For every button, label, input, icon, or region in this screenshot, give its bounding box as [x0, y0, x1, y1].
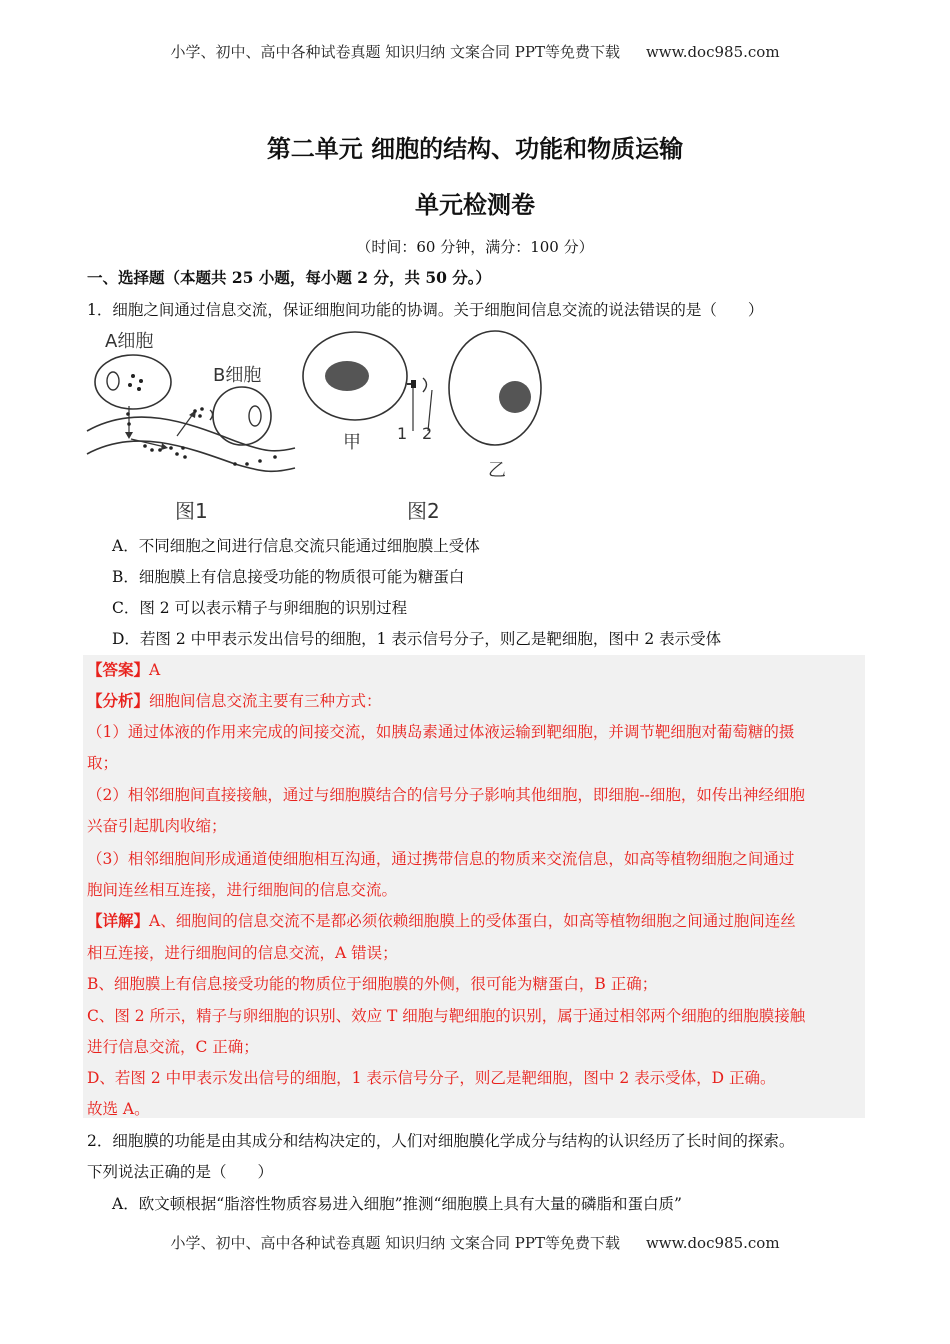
q1-option-d: D．若图 2 中甲表示发出信号的细胞，1 表示信号分子，则乙是靶细胞，图中 2 表示受体 [112, 630, 722, 648]
detail-tag: 【详解】 [87, 911, 150, 930]
doc-title: 第二单元 细胞的结构、功能和物质运输 [266, 134, 684, 163]
page-header-top [0, 41, 950, 62]
detail-point: C、图 2 所示，精子与卵细胞的识别、效应 T 细胞与靶细胞的识别，属于通过相邻两个细胞的细胞膜接触 [87, 1007, 806, 1025]
detail-conclusion: 故选 A。 [87, 1100, 150, 1118]
analysis-line [87, 689, 867, 711]
header-text: 小学、初中、高中各种试卷真题 知识归纳 文案合同 PPT等免费下载 [170, 43, 620, 61]
fig1-vessel-lower [87, 441, 295, 471]
doc-subtitle: 单元检测卷 [415, 190, 535, 219]
detail-point: D、若图 2 中甲表示发出信号的细胞，1 表示信号分子，则乙是靶细胞，图中 2 表示受体，D 正确。 [87, 1069, 776, 1087]
answer-tag: 【答案】 [87, 660, 150, 679]
fig1-cell-b-label: B细胞 [213, 365, 262, 386]
analysis-point: 取； [87, 754, 119, 772]
detail-point: 进行信息交流，C 正确； [87, 1038, 259, 1056]
detail-line [87, 909, 867, 931]
exam-meta: （时间：60 分钟，满分：100 分） [356, 238, 594, 256]
analysis-point: 兴奋引起肌肉收缩； [87, 817, 227, 835]
q2-option-a: A．欧文顿根据“脂溶性物质容易进入细胞”推测“细胞膜上具有大量的磷脂和蛋白质” [112, 1195, 682, 1213]
page-footer [0, 1232, 950, 1253]
footer-text: 小学、初中、高中各种试卷真题 知识归纳 文案合同 PPT等免费下载 [170, 1234, 620, 1252]
analysis-point: （2）相邻细胞间直接接触，通过与细胞膜结合的信号分子影响其他细胞，即细胞--细胞，如传出神经细胞 [87, 786, 805, 804]
q1-option-a: A．不同细胞之间进行信息交流只能通过细胞膜上受体 [112, 537, 480, 555]
fig2-label-1: 1 [397, 424, 408, 443]
header-site: www.doc985.com [645, 43, 780, 61]
fig2-label-jia: 甲 [343, 432, 361, 453]
fig2-caption: 图2 [407, 499, 440, 523]
q1-figure [85, 326, 555, 526]
q2-stem-line1: 2．细胞膜的功能是由其成分和结构决定的，人们对细胞膜化学成分与结构的认识经历了长时间的探索。 [87, 1132, 795, 1150]
section-heading: 一、选择题（本题共 25 小题，每小题 2 分，共 50 分。） [87, 268, 492, 287]
q1-option-b: B．细胞膜上有信息接受功能的物质很可能为糖蛋白 [112, 568, 465, 586]
detail-point: B、细胞膜上有信息接受功能的物质位于细胞膜的外侧，很可能为糖蛋白，B 正确； [87, 975, 658, 993]
analysis-text: 细胞间信息交流主要有三种方式： [149, 692, 382, 710]
detail-text: A、细胞间的信息交流不是都必须依赖细胞膜上的受体蛋白，如高等植物细胞之间通过胞间连丝 [149, 912, 796, 930]
fig2-label-yi: 乙 [488, 460, 506, 481]
q1-stem: 1．细胞之间通过信息交流，保证细胞间功能的协调。关于细胞间信息交流的说法错误的是（ ） [87, 301, 764, 319]
analysis-point: （1）通过体液的作用来完成的间接交流，如胰岛素通过体液运输到靶细胞，并调节靶细胞对葡萄糖的摄 [87, 723, 795, 741]
analysis-tag: 【分析】 [87, 691, 150, 710]
detail-point: 相互连接，进行细胞间的信息交流，A 错误； [87, 944, 398, 962]
q1-option-c: C．图 2 可以表示精子与卵细胞的识别过程 [112, 599, 408, 617]
analysis-point: 胞间连丝相互连接，进行细胞间的信息交流。 [87, 881, 398, 899]
answer-line [87, 658, 867, 680]
q2-stem-line2: 下列说法正确的是（ ） [87, 1163, 274, 1181]
fig1-caption: 图1 [175, 499, 208, 523]
analysis-point: （3）相邻细胞间形成通道使细胞相互沟通，通过携带信息的物质来交流信息，如高等植物细胞之间通过 [87, 850, 795, 868]
answer-value: A [149, 661, 161, 679]
footer-site: www.doc985.com [645, 1234, 780, 1252]
fig1-cell-a-label: A细胞 [105, 331, 154, 352]
fig2-label-2: 2 [422, 424, 433, 443]
